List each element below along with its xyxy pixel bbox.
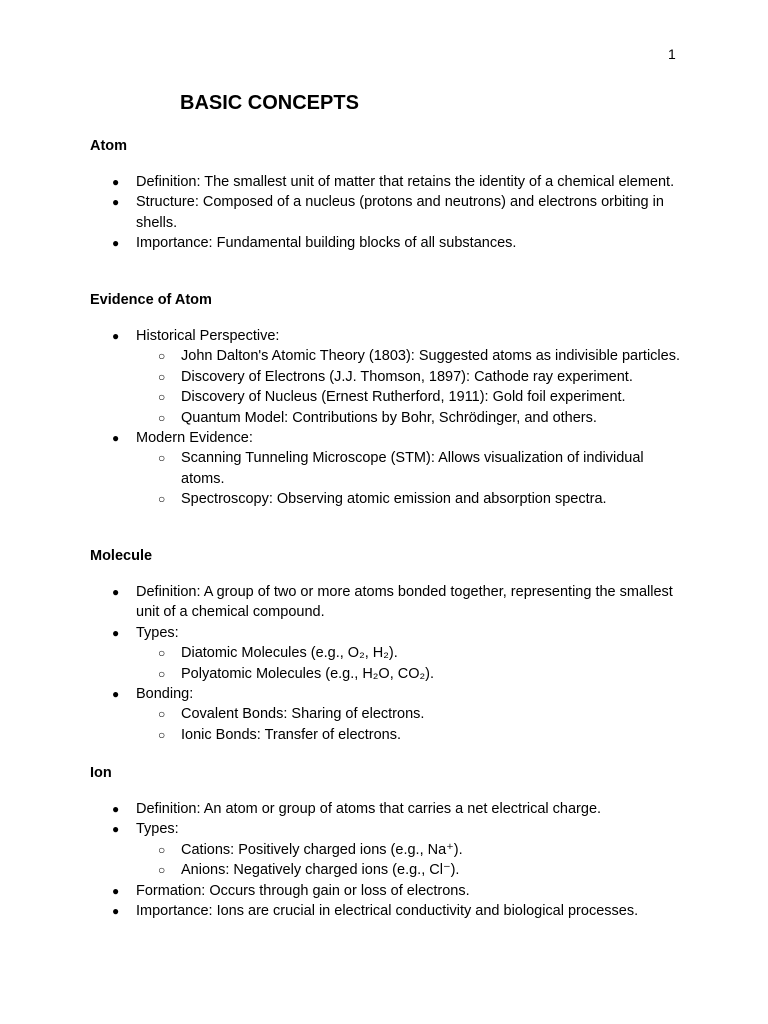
types-label: Types: xyxy=(136,624,179,641)
list-item: ● Structure: Composed of a nucleus (protons and neutrons) and electrons orbiting in shells. xyxy=(90,192,690,233)
list-item xyxy=(90,326,690,428)
sub-list-item: ○ Anions: Negatively charged ions (e.g., Cl⁻). xyxy=(136,860,690,880)
sub-list-item: ○ Cations: Positively charged ions (e.g., Na⁺). xyxy=(136,840,690,860)
page-number: 1 xyxy=(668,46,676,62)
section-evidence-of-atom xyxy=(90,290,690,510)
historical-label: Historical Perspective: xyxy=(136,328,280,344)
bonding-sublist xyxy=(136,704,690,745)
list-item: ● Importance: Fundamental building blocks of all substances. xyxy=(90,233,690,253)
section-heading-molecule: Molecule xyxy=(90,548,153,564)
sub-list-item: ○ Covalent Bonds: Sharing of electrons. xyxy=(136,704,690,724)
sub-list-item: ○ Diatomic Molecules (e.g., O₂, H₂). xyxy=(136,643,690,663)
list-item: ● Importance: Ions are crucial in electrical conductivity and biological processes. xyxy=(90,901,690,921)
list-item xyxy=(90,684,690,745)
ion-types-sublist xyxy=(136,840,690,881)
section-atom xyxy=(90,136,690,254)
molecule-list xyxy=(90,582,690,745)
section-heading-ion: Ion xyxy=(90,765,112,781)
historical-sublist xyxy=(136,346,690,428)
section-heading-evidence: Evidence of Atom xyxy=(90,292,212,308)
list-item: ● Definition: An atom or group of atoms that carries a net electrical charge. xyxy=(90,799,690,819)
modern-label: Modern Evidence: xyxy=(136,430,253,447)
list-item: ● Definition: The smallest unit of matter that retains the identity of a chemical element. xyxy=(90,172,690,192)
sub-list-item: ○ John Dalton's Atomic Theory (1803): Suggested atoms as indivisible particles. xyxy=(136,346,690,366)
sub-list-item: ○ Discovery of Nucleus (Ernest Rutherford, 1911): Gold foil experiment. xyxy=(136,387,690,407)
sub-list-item: ○ Polyatomic Molecules (e.g., H₂O, CO₂). xyxy=(136,664,690,684)
list-item: ● Definition: A group of two or more atoms bonded together, representing the smallest unit of a chemical compound. xyxy=(90,582,690,623)
ion-list xyxy=(90,799,690,921)
section-ion xyxy=(90,763,690,921)
bonding-label: Bonding: xyxy=(136,686,194,703)
modern-sublist xyxy=(136,448,690,509)
molecule-types-sublist xyxy=(136,643,690,684)
list-item xyxy=(90,819,690,880)
evidence-list xyxy=(90,326,690,510)
section-heading-atom: Atom xyxy=(90,138,128,154)
sub-list-item: ○ Ionic Bonds: Transfer of electrons. xyxy=(136,725,690,745)
sub-list-item: ○ Spectroscopy: Observing atomic emission and absorption spectra. xyxy=(136,489,690,509)
sub-list-item: ○ Quantum Model: Contributions by Bohr, Schrödinger, and others. xyxy=(136,408,690,428)
sub-list-item: ○ Discovery of Electrons (J.J. Thomson, 1897): Cathode ray experiment. xyxy=(136,367,690,387)
atom-list xyxy=(90,172,690,254)
section-molecule xyxy=(90,546,690,745)
list-item xyxy=(90,623,690,684)
ion-types-label: Types: xyxy=(136,821,179,838)
list-item xyxy=(90,428,690,510)
page-title: BASIC CONCEPTS xyxy=(180,92,359,114)
list-item: ● Formation: Occurs through gain or loss of electrons. xyxy=(90,881,690,901)
sub-list-item: ○ Scanning Tunneling Microscope (STM): Allows visualization of individual atoms. xyxy=(136,448,690,489)
